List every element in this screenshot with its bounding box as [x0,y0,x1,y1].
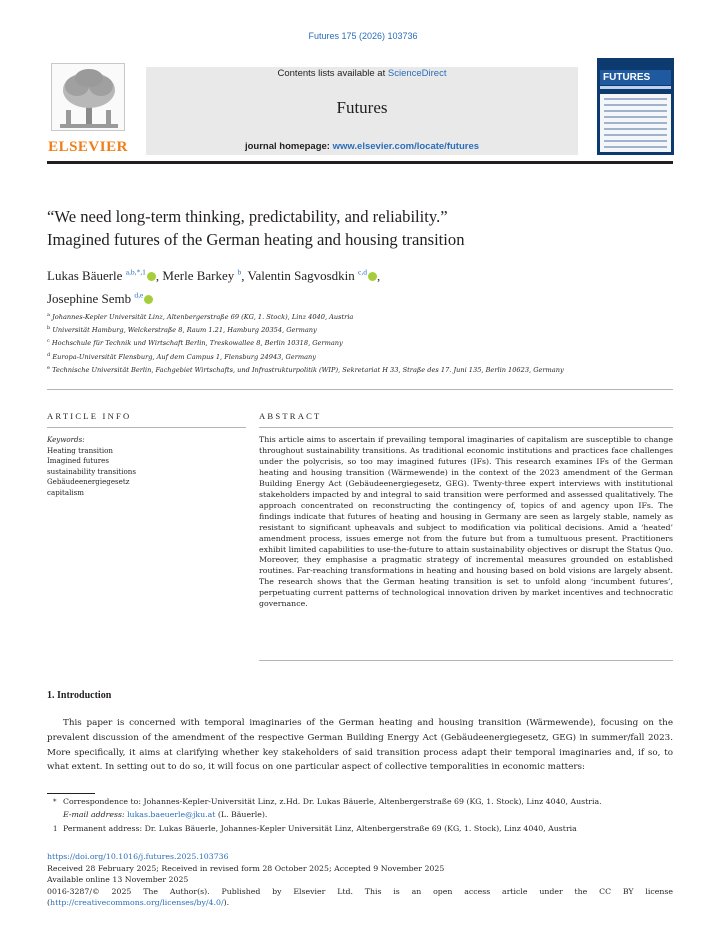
journal-cover-thumbnail[interactable] [597,58,674,155]
email-link[interactable]: lukas.baeuerle@jku.at [127,809,216,819]
footnotes [47,796,673,838]
author-list: Lukas Bäuerle $^{a,b,*,1}$ , Merle Barkey $^b$, Valentin Sagvosdkin $^{c,d}$ , Josephine Semb $^{d,e}$ [47,268,381,306]
permanent-address-footnote: 1 Permanent address: Dr. Lukas Bäuerle, Johannes-Kepler Universität Linz, Altenbergerstraße 69 (KG, 1. Stock), Linz 4040, Austria [47,823,673,836]
author-affiliation-marks[interactable]: a,b,*,1 [125,268,146,277]
author-affiliation-marks[interactable]: c,d [358,268,367,277]
article-title [47,205,667,251]
article-title-line-2: Imagined futures of the German heating and housing transition [47,230,465,249]
affiliation-item: $^e$ Technische Universität Berlin, Fachgebiet Wirtschafts, und Infrastrukturpolitik (WIP), Sekretariat H 33, Straße des 17. Juni 135, Berlin 10623, Germany [47,364,564,374]
affiliation-list [47,310,673,376]
publication-history: Received 28 February 2025; Received in revised form 28 October 2025; Accepted 9 November 2025 [47,863,445,873]
email-label: E-mail address: [63,809,128,819]
homepage-prefix: journal homepage: [244,141,333,152]
orcid-icon[interactable] [144,295,153,304]
author-affiliation-marks[interactable]: b [237,268,242,277]
contents-line [146,67,578,79]
online-date: Available online 13 November 2025 [47,875,189,885]
affiliation-item: $^c$ Hochschule für Technik und Wirtschaft Berlin, Treskowallee 8, Berlin 10318, Germany [47,338,343,348]
cover-title: FUTURES [600,70,671,85]
abstract-rule [259,427,673,428]
contents-prefix: Contents lists available at [277,68,388,79]
footnote-mark: 1 [53,825,58,833]
doi-link[interactable]: https://doi.org/10.1016/j.futures.2025.103736 [47,852,229,861]
introduction-paragraph: This paper is concerned with temporal imaginaries of the German heating and housing transition (Wärmewende), focusing on the prevalent discussion of the amendment of the respective German Building Energy Act (Gebäudeenergiegesetz, GEG) in summer/fall 2023. More specifically, it aims at clarifying whether key stakeholders of said transition process adapt their temporal imaginaries and, if so, to what extent. In setting out to do so, it will focus on one particular aspect of collective temporalities in economic matters: [47,718,673,773]
introduction-heading: 1. Introduction [47,690,112,701]
keyword[interactable]: sustainability transitions [47,466,137,476]
license-statement: 0016-3287/© 2025 The Author(s). Published by Elsevier Ltd. This is an open access article under the CC BY license (http://creativecommons.org/licenses/by/4.0/). [47,886,673,908]
keywords-block [47,435,246,499]
abstract-bottom-rule [259,660,673,661]
keyword[interactable]: Heating transition [47,445,114,455]
author[interactable]: Merle Barkey $^b$ [162,268,242,284]
journal-homepage-link[interactable]: www.elsevier.com/locate/futures [332,141,480,152]
elsevier-tree-icon [51,63,125,131]
journal-masthead [146,67,578,155]
keyword[interactable]: Gebäudeenergiegesetz [47,477,130,487]
affiliation-item: $^b$ Universität Hamburg, Welckerstraße 8, Raum 1.21, Hamburg 20354, Germany [47,325,317,335]
correspondence-footnote: * Correspondence to: Johannes-Kepler-Universität Linz, z.Hd. Dr. Lukas Bäuerle, Altenbergerstraße 69 (KG, 1. Stock), Linz 4040, Austria. E-mail address: lukas.baeuerle@jku.at (L. Bäuerle). [53,797,602,819]
elsevier-logo [47,63,129,159]
keyword[interactable]: Imagined futures [47,456,109,466]
journal-name: Futures [336,98,388,117]
affiliation-item: $^d$ Europa-Universität Flensburg, Auf dem Campus 1, Flensburg 24943, Germany [47,351,317,361]
affiliations-rule [47,389,673,390]
author[interactable]: Josephine Semb $^{d,e}$ [47,291,153,306]
keywords-heading: Keywords: [47,435,85,444]
abstract-text: This article aims to ascertain if prevailing temporal imaginaries of capitalism are susceptible to change throughout sustainability transitions. As traditional economic institutions and practices face challenges under the polycrisis, so too may imagined futures (IFs). This research examines IFs of the German heating and housing transition (Wärmewende) in the context of the 2023 amendment of the German Building Energy Act (Gebäudeenergiegesetz, GEG). Twenty-three expert interviews with institutional stakeholders impacted by and integral to said transition were performed and assessed qualitatively. The approach concentrated on reconstructing the contingency of, topics of and agency upon IFs. The findings indicate that futures of heating and housing in Germany are seen as largely stable, namely as resistant to significant upheavals and subject to modification via political decisions. Amid a ‘heated’ amendment process, issues emerge not from the future but from a tumultuous present. Practitioners exhibit limited capabilities to use-the-future to attain sustainability objectives or disrupt the Status Quo. Moreover, they emphasise a pragmatic strategy of incremental measures grounded on established routines. Far-reaching transformations in heating and housing based on bold visions are largely absent. The research shows that the German heating transition is set to unfold along ‘incumbent futures’, perpetuating current patterns of technological innovation driven by market incentives and technocratic governance. [259,435,673,609]
footnote-mark: * [53,798,57,806]
footnote-rule [47,793,95,794]
publication-info [47,851,673,909]
cover-body [600,94,671,152]
article-info-rule [47,427,246,428]
affiliation-item: $^a$ Johannes-Kepler Universität Linz, Altenbergerstraße 69 (KG, 1. Stock), Linz 4040, Austria [47,312,354,322]
license-link[interactable]: http://creativecommons.org/licenses/by/4.0/ [50,898,224,908]
orcid-icon[interactable] [368,272,377,281]
orcid-icon[interactable] [147,272,156,281]
journal-citation: Futures 175 (2026) 103736 [308,31,418,41]
journal-homepage-line [146,141,578,152]
article-title-line-1: “We need long-term thinking, predictability, and reliability.” [47,207,448,226]
author-affiliation-marks[interactable]: d,e [134,290,144,300]
sciencedirect-link[interactable]: ScienceDirect [387,68,447,79]
elsevier-wordmark: ELSEVIER [48,139,128,155]
article-info-heading: ARTICLE INFO [47,411,132,421]
author[interactable]: Lukas Bäuerle $^{a,b,*,1}$ [47,268,156,283]
cover-strip [600,86,671,89]
abstract-heading: ABSTRACT [259,411,322,421]
author[interactable]: Valentin Sagvosdkin $^{c,d}$ [248,268,377,283]
header-rule [47,161,673,164]
keyword[interactable]: capitalism [47,487,84,497]
